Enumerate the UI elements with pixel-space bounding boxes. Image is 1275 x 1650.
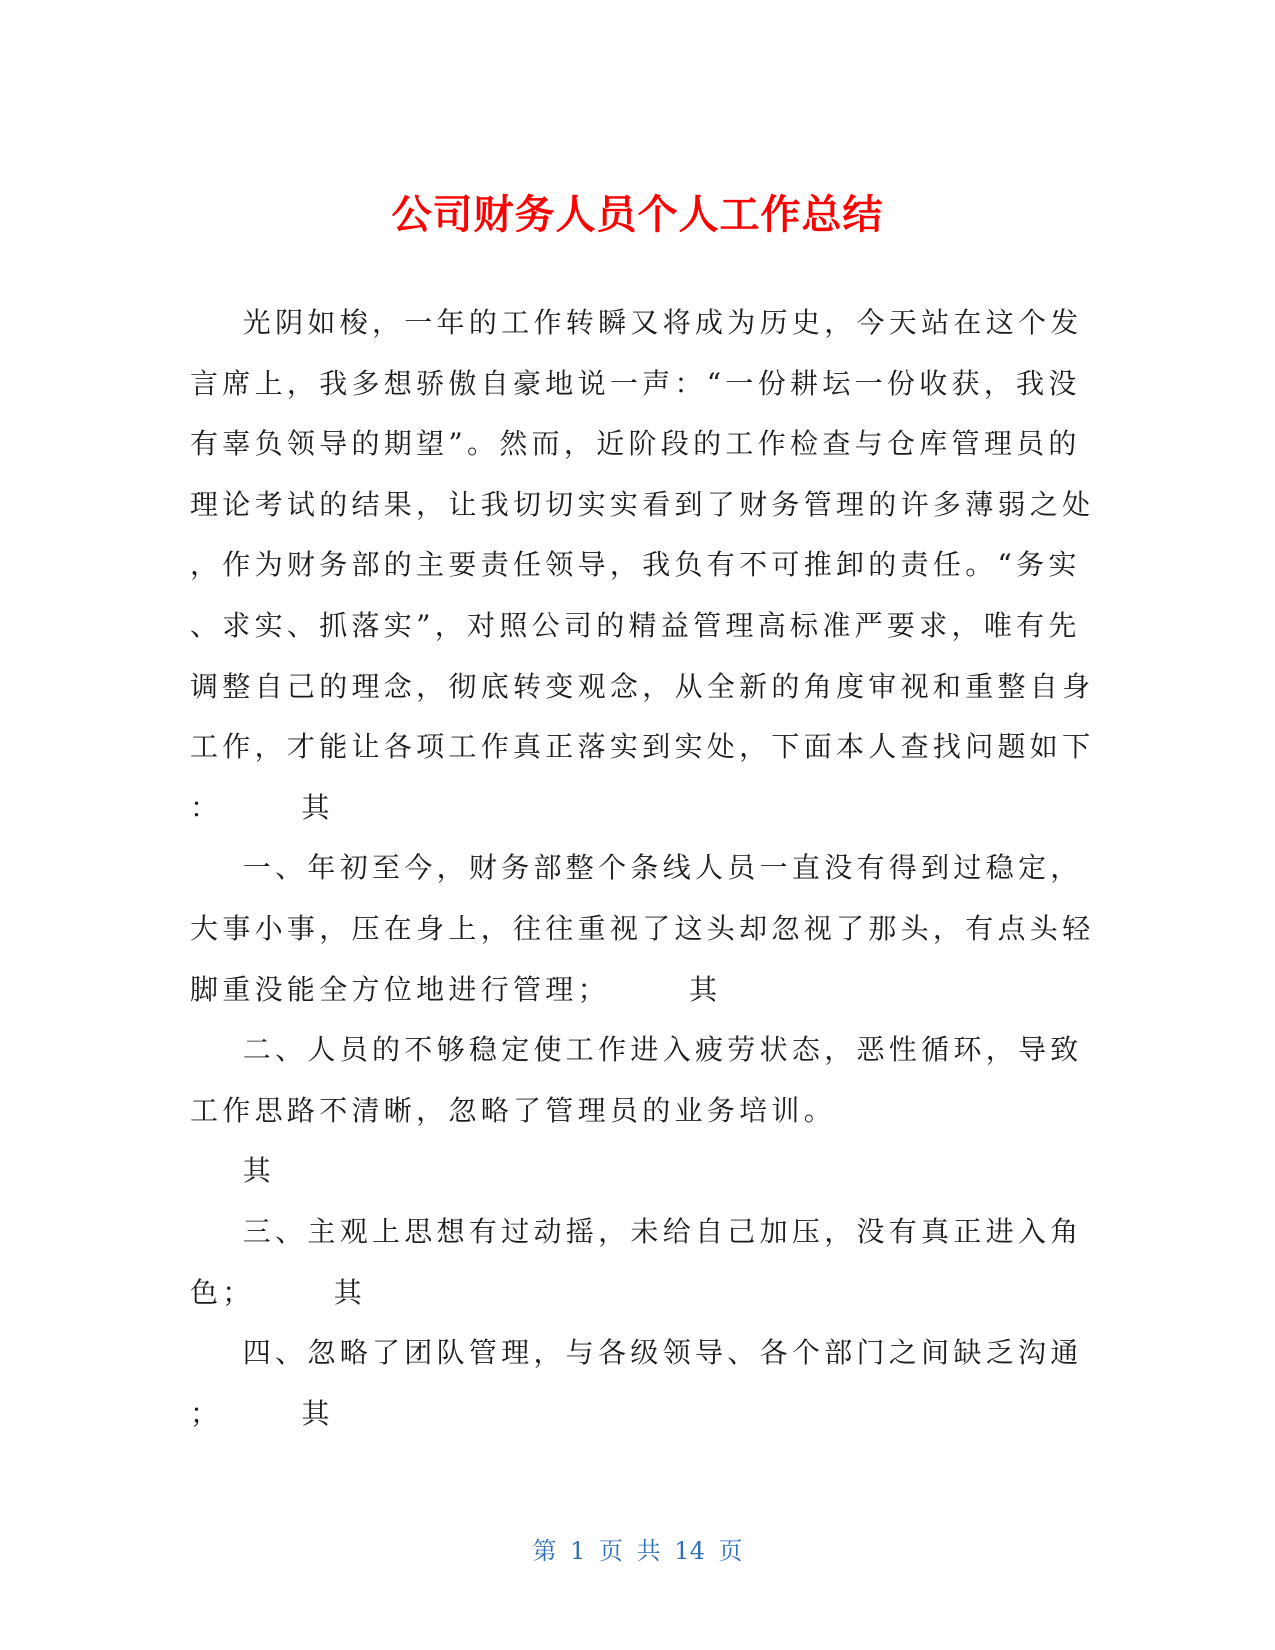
page-number: 第 1 页 共 14 页 (532, 1537, 743, 1565)
text-line: 工作思路不清晰，忽略了管理员的业务培训。 (190, 1093, 837, 1127)
text-line: 二、人员的不够稳定使工作进入疲劳状态，恶性循环，导致 (190, 1033, 1083, 1067)
text-line: ： 其 (190, 790, 334, 824)
page-title: 公司财务人员个人工作总结 (391, 191, 884, 238)
text-line: 色； 其 (190, 1275, 367, 1309)
text-line: 、求实、抓落实”，对照公司的精益管理高标准严要求，唯有先 (190, 608, 1081, 642)
text-line: 有辜负领导的期望”。然而，近阶段的工作检查与仓库管理员的 (190, 427, 1081, 461)
text-line: 大事小事，压在身上，往往重视了这头却忽视了那头，有点头轻 (190, 911, 1095, 945)
text-line: 三、主观上思想有过动摇，未给自己加压，没有真正进入角 (190, 1214, 1083, 1248)
text-line: 其 (190, 1154, 276, 1188)
text-line: ； 其 (190, 1396, 334, 1430)
text-line: 言席上，我多想骄傲自豪地说一声：“一份耕坛一份收获，我没 (190, 366, 1081, 400)
text-line: 脚重没能全方位地进行管理； 其 (190, 972, 722, 1006)
text-line: 一、年初至今，财务部整个条线人员一直没有得到过稳定， (190, 851, 1083, 885)
text-line: 工作，才能让各项工作真正落实到实处，下面本人查找问题如下 (190, 730, 1095, 764)
text-line: 光阴如梭，一年的工作转瞬又将成为历史，今天站在这个发 (190, 306, 1083, 339)
document-body (190, 293, 1095, 1444)
text-line: ，作为财务部的主要责任领导，我负有不可推卸的责任。“务实 (190, 548, 1081, 582)
text-line: 理论考试的结果，让我切切实实看到了财务管理的许多薄弱之处 (190, 487, 1095, 521)
text-line: 调整自己的理念，彻底转变观念，从全新的角度审视和重整自身 (190, 669, 1095, 703)
text-line: 四、忽略了团队管理，与各级领导、各个部门之间缺乏沟通 (190, 1336, 1083, 1370)
